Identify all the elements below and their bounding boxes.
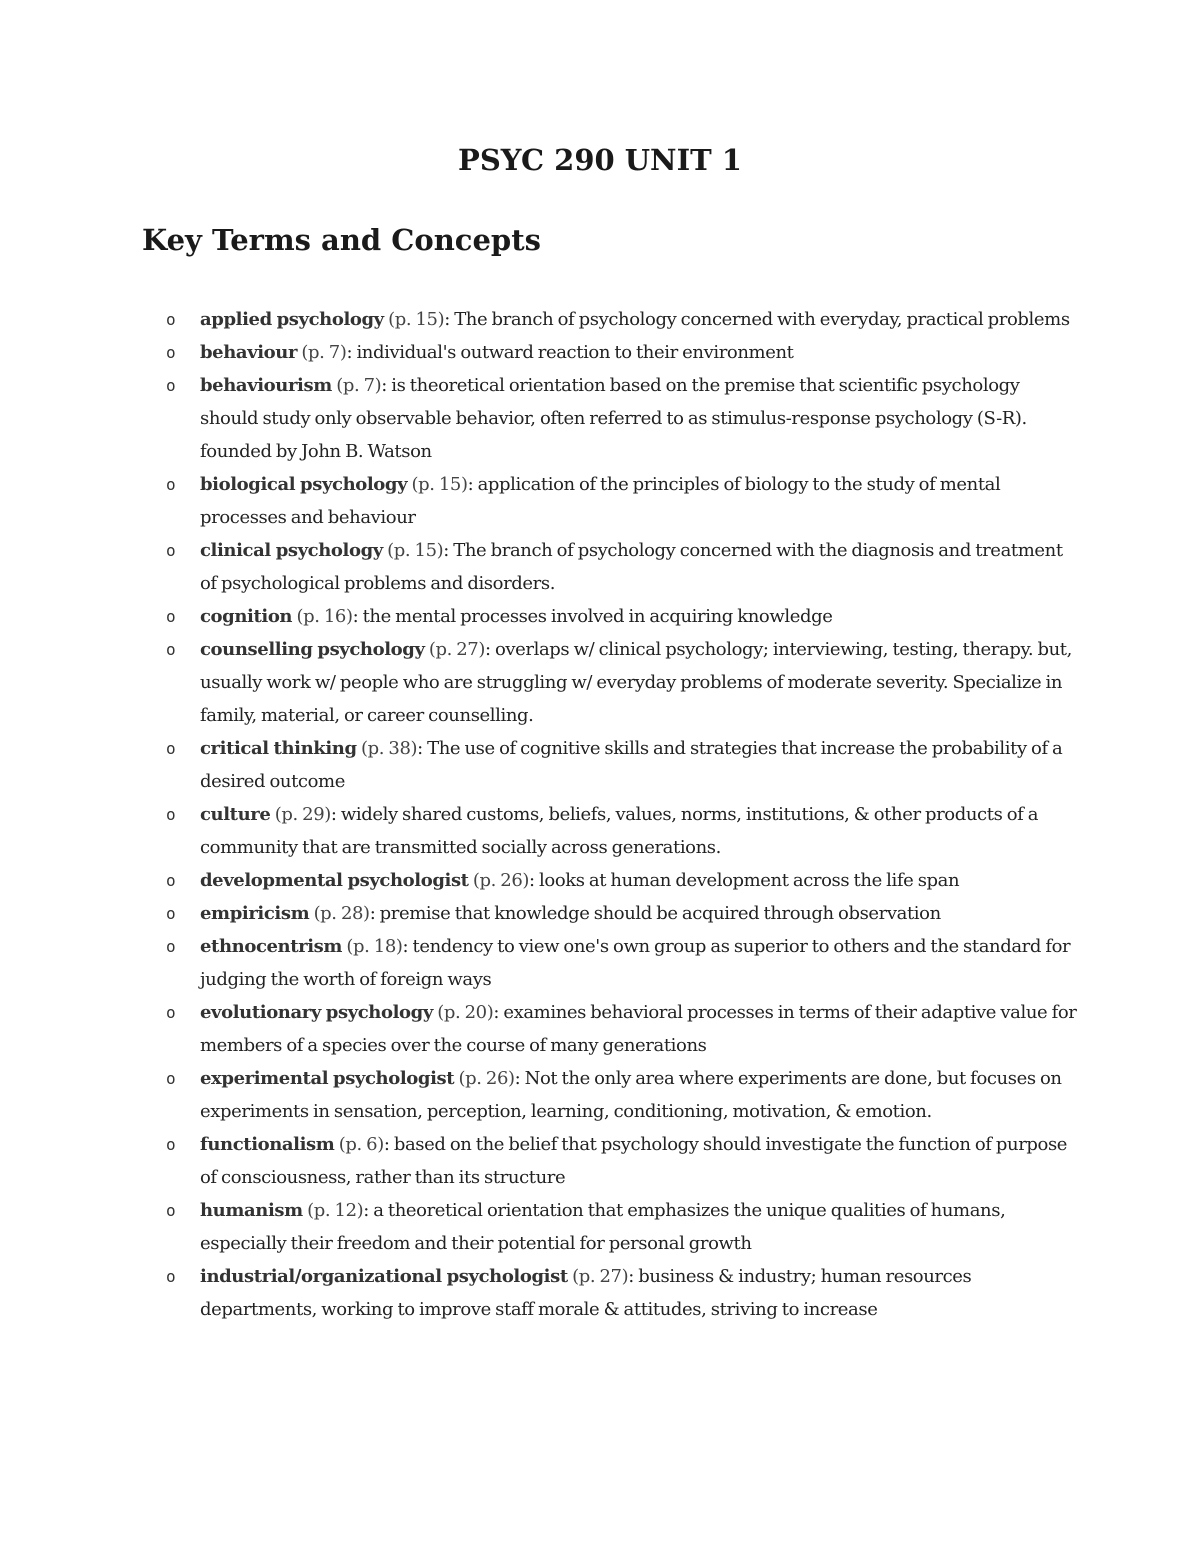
- bullet-icon: o: [166, 871, 176, 890]
- term-name: culture: [200, 804, 271, 825]
- bullet-icon: o: [166, 1201, 176, 1220]
- list-item: [166, 864, 1080, 897]
- term-definition: : tendency to view one's own group as superior to others and the standard for judging the worth of foreign ways: [200, 936, 1071, 990]
- page-reference: (p. 27): [428, 639, 485, 660]
- page-reference: (p. 28): [313, 903, 370, 924]
- page-reference: (p. 26): [472, 870, 530, 891]
- bullet-icon: o: [166, 376, 176, 395]
- term-definition: : is theoretical orientation based on the premise that scientific psychology should study only observable behavior, often referred to as stimulus-response psychology (S-R). founded by John B. Watson: [200, 375, 1027, 462]
- term-definition: : The branch of psychology concerned with everyday, practical problems: [444, 309, 1070, 330]
- page-reference: (p. 26): [458, 1068, 515, 1089]
- page-reference: (p. 15): [411, 474, 468, 495]
- page-reference: (p. 12): [307, 1200, 364, 1221]
- list-item: [166, 897, 1080, 930]
- term-name: humanism: [200, 1200, 303, 1221]
- term-definition: : The use of cognitive skills and strategies that increase the probability of a desired outcome: [200, 738, 1063, 792]
- term-definition: : a theoretical orientation that emphasizes the unique qualities of humans, especially their freedom and their potential for personal growth: [200, 1200, 1006, 1254]
- term-definition: : based on the belief that psychology should investigate the function of purpose of consciousness, rather than its structure: [200, 1134, 1068, 1188]
- bullet-icon: o: [166, 1135, 176, 1154]
- list-item: [166, 1194, 1080, 1260]
- term-definition: : the mental processes involved in acquiring knowledge: [352, 606, 833, 627]
- list-item: [166, 732, 1080, 798]
- list-item: [166, 996, 1080, 1062]
- term-definition: : widely shared customs, beliefs, values, norms, institutions, & other products of a community that are transmitted socially across generations.: [200, 804, 1039, 858]
- term-definition: : business & industry; human resources departments, working to improve staff morale & attitudes, striving to increase: [200, 1266, 972, 1320]
- list-item: [166, 336, 1080, 369]
- key-terms-list: [166, 303, 1080, 1326]
- page-reference: (p. 20): [437, 1002, 494, 1023]
- page-reference: (p. 27): [572, 1266, 629, 1287]
- list-item: [166, 303, 1080, 336]
- page-reference: (p. 38): [361, 738, 418, 759]
- term-definition: : application of the principles of biology to the study of mental processes and behaviour: [200, 474, 1001, 528]
- term-name: behaviour: [200, 342, 298, 363]
- page-reference: (p. 15): [387, 540, 444, 561]
- term-name: critical thinking: [200, 738, 357, 759]
- list-item: [166, 1260, 1080, 1326]
- bullet-icon: o: [166, 805, 176, 824]
- section-heading: Key Terms and Concepts: [142, 223, 541, 257]
- term-definition: : premise that knowledge should be acquired through observation: [369, 903, 941, 924]
- term-definition: : Not the only area where experiments are done, but focuses on experiments in sensation, perception, learning, conditioning, motivation, & emotion.: [200, 1068, 1062, 1122]
- list-item: [166, 600, 1080, 633]
- term-name: clinical psychology: [200, 540, 383, 561]
- bullet-icon: o: [166, 607, 176, 626]
- page-reference: (p. 7): [336, 375, 382, 396]
- page-reference: (p. 29): [274, 804, 331, 825]
- bullet-icon: o: [166, 640, 176, 659]
- term-definition: : examines behavioral processes in terms of their adaptive value for members of a species over the course of many generations: [200, 1002, 1077, 1056]
- term-name: behaviourism: [200, 375, 332, 396]
- page-reference: (p. 6): [338, 1134, 384, 1155]
- term-name: applied psychology: [200, 309, 384, 330]
- bullet-icon: o: [166, 310, 176, 329]
- list-item: [166, 534, 1080, 600]
- document-title: PSYC 290 UNIT 1: [458, 143, 742, 177]
- list-item: [166, 468, 1080, 534]
- bullet-icon: o: [166, 739, 176, 758]
- term-name: industrial/organizational psychologist: [200, 1266, 568, 1287]
- page-reference: (p. 15): [388, 309, 445, 330]
- term-name: counselling psychology: [200, 639, 425, 660]
- term-definition: : individual's outward reaction to their environment: [346, 342, 794, 363]
- list-item: [166, 633, 1080, 732]
- bullet-icon: o: [166, 343, 176, 362]
- list-item: [166, 369, 1080, 468]
- page-reference: (p. 7): [301, 342, 347, 363]
- term-name: empiricism: [200, 903, 310, 924]
- bullet-icon: o: [166, 541, 176, 560]
- term-definition: : looks at human development across the life span: [529, 870, 960, 891]
- bullet-icon: o: [166, 937, 176, 956]
- term-name: biological psychology: [200, 474, 408, 495]
- bullet-icon: o: [166, 1069, 176, 1088]
- term-name: experimental psychologist: [200, 1068, 455, 1089]
- term-name: evolutionary psychology: [200, 1002, 433, 1023]
- term-name: cognition: [200, 606, 293, 627]
- list-item: [166, 1062, 1080, 1128]
- bullet-icon: o: [166, 1267, 176, 1286]
- list-item: [166, 930, 1080, 996]
- term-name: ethnocentrism: [200, 936, 343, 957]
- term-name: developmental psychologist: [200, 870, 469, 891]
- term-definition: : overlaps w/ clinical psychology; interviewing, testing, therapy. but, usually work w/ people who are struggling w/ everyday problems of moderate severity. Specialize in family, material, or career counselling.: [200, 639, 1072, 726]
- term-definition: : The branch of psychology concerned with the diagnosis and treatment of psychological problems and disorders.: [200, 540, 1063, 594]
- list-item: [166, 1128, 1080, 1194]
- term-name: functionalism: [200, 1134, 335, 1155]
- bullet-icon: o: [166, 1003, 176, 1022]
- page-reference: (p. 18): [346, 936, 403, 957]
- page-reference: (p. 16): [296, 606, 353, 627]
- bullet-icon: o: [166, 904, 176, 923]
- bullet-icon: o: [166, 475, 176, 494]
- list-item: [166, 798, 1080, 864]
